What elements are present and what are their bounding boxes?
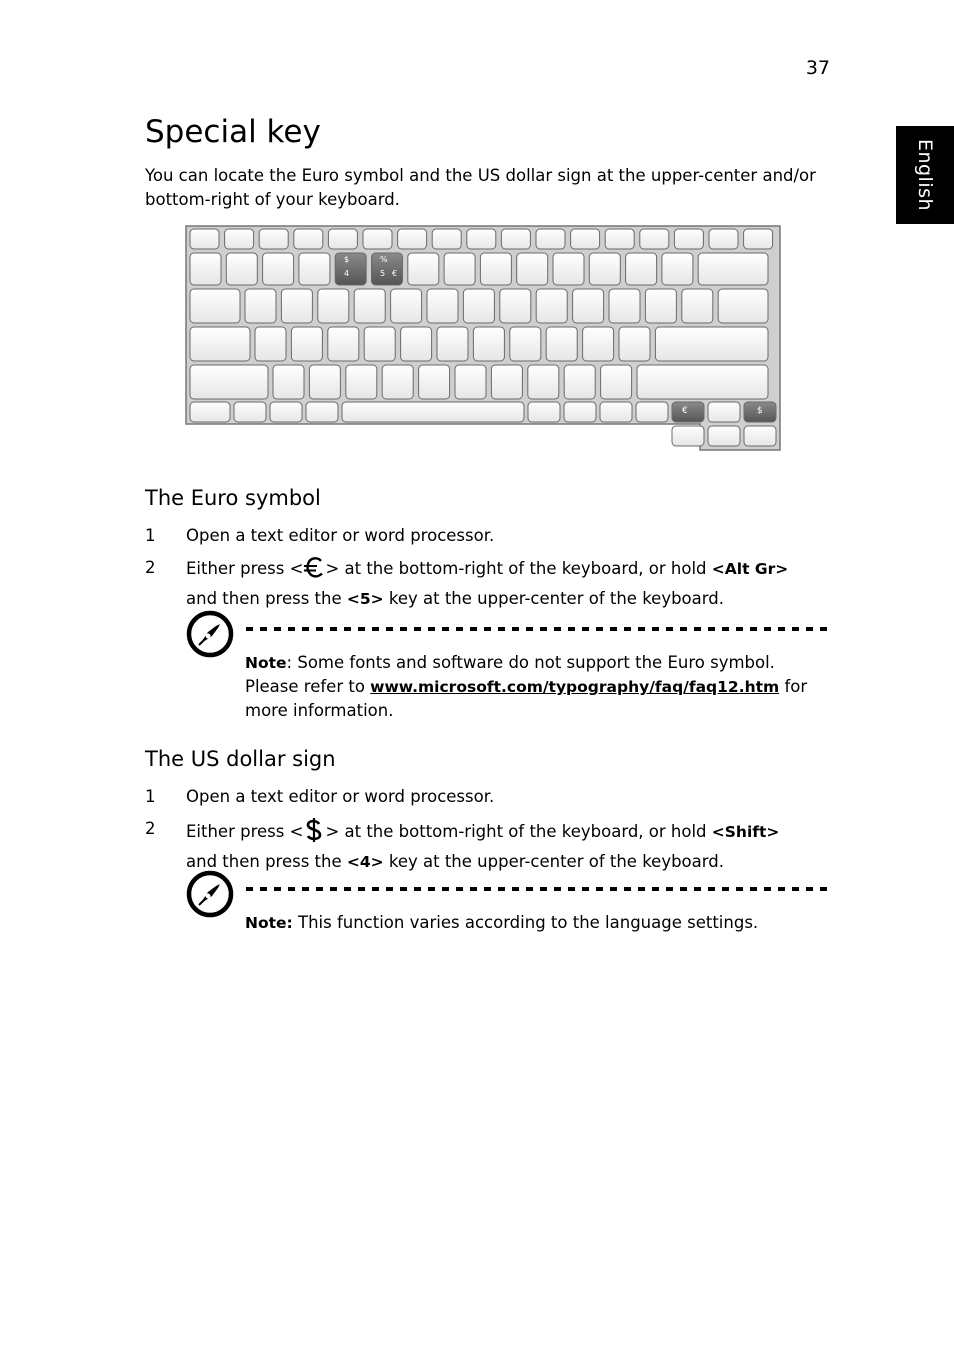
svg-text:€: € <box>392 269 398 278</box>
key <box>619 327 650 361</box>
dollar-key-legend: $ <box>757 406 763 416</box>
key <box>626 253 657 285</box>
keyboard-illustration <box>182 224 782 452</box>
left-shift-key <box>190 365 268 399</box>
dollar-heading: The US dollar sign <box>145 747 336 771</box>
note-pen-icon <box>186 870 234 918</box>
step-number: 1 <box>145 787 156 806</box>
function-key <box>709 229 738 249</box>
svg-text:4: 4 <box>344 269 350 278</box>
step-text: Open a text editor or word processor. <box>186 787 495 806</box>
euro-key-legend: € <box>682 406 688 416</box>
key <box>528 365 559 399</box>
function-key <box>259 229 288 249</box>
key <box>190 253 221 285</box>
function-key <box>640 229 669 249</box>
key <box>391 289 422 323</box>
key <box>328 327 359 361</box>
key <box>583 327 614 361</box>
tab-key <box>190 289 240 323</box>
svg-text:%: % <box>380 255 388 264</box>
key <box>382 365 413 399</box>
key <box>444 253 475 285</box>
function-key <box>467 229 496 249</box>
function-key <box>674 229 703 249</box>
key <box>500 289 531 323</box>
left-arrow-key <box>672 426 704 446</box>
key <box>553 253 584 285</box>
step-text: Either press < > at the bottom-right of the keyboard, or hold <Shift> and then press the <4> key at the upper-center of the keyboard. <box>186 817 826 874</box>
key <box>342 402 524 422</box>
key <box>255 327 286 361</box>
key <box>645 289 676 323</box>
right-shift-key <box>637 365 768 399</box>
key <box>427 289 458 323</box>
key <box>455 365 486 399</box>
key <box>589 253 620 285</box>
backspace-key <box>698 253 768 285</box>
key <box>281 289 312 323</box>
key <box>564 402 596 422</box>
key <box>190 402 230 422</box>
note-divider <box>246 627 830 631</box>
key <box>491 365 522 399</box>
note-pen-icon <box>186 610 234 658</box>
key <box>682 289 713 323</box>
function-key <box>190 229 219 249</box>
key <box>609 289 640 323</box>
key <box>364 327 395 361</box>
key <box>318 289 349 323</box>
euro-note: Note: Some fonts and software do not support the Euro symbol. Please refer to www.microsoft.com/typography/faq/faq12.htm for more information. <box>245 653 808 720</box>
key <box>636 402 668 422</box>
key <box>437 327 468 361</box>
step-number: 2 <box>145 819 156 838</box>
intro-paragraph: You can locate the Euro symbol and the US dollar sign at the upper-center and/or bottom-right of your keyboard. <box>145 166 816 209</box>
svg-text:5: 5 <box>380 269 386 278</box>
key <box>299 253 330 285</box>
key <box>601 365 632 399</box>
key <box>662 253 693 285</box>
euro-key <box>672 402 704 422</box>
key <box>546 327 577 361</box>
key <box>536 289 567 323</box>
function-key <box>432 229 461 249</box>
svg-text:$: $ <box>344 255 350 264</box>
key-4 <box>335 253 366 285</box>
euro-heading: The Euro symbol <box>145 486 321 510</box>
euro-icon <box>303 556 325 587</box>
key <box>234 402 266 422</box>
key <box>463 289 494 323</box>
function-key <box>605 229 634 249</box>
key <box>480 253 511 285</box>
key <box>263 253 294 285</box>
key <box>408 253 439 285</box>
keyboard-keys <box>190 229 776 446</box>
faq-link[interactable]: www.microsoft.com/typography/faq/faq12.htm <box>370 678 780 696</box>
step-text: Open a text editor or word processor. <box>186 526 495 545</box>
dollar-note: Note: This function varies according to the language settings. <box>245 913 759 932</box>
function-key <box>294 229 323 249</box>
right-arrow-key <box>744 426 776 446</box>
function-key <box>363 229 392 249</box>
language-tab-label: English <box>914 138 936 212</box>
function-key <box>398 229 427 249</box>
enter-key <box>655 327 768 361</box>
down-arrow-key <box>708 426 740 446</box>
language-tab <box>896 126 954 224</box>
key <box>510 327 541 361</box>
page-number: 37 <box>805 57 830 79</box>
key <box>517 253 548 285</box>
function-key <box>225 229 254 249</box>
key <box>528 402 560 422</box>
step-number: 1 <box>145 526 156 545</box>
page-title: Special key <box>145 114 321 150</box>
key <box>226 253 257 285</box>
key <box>564 365 595 399</box>
key <box>600 402 632 422</box>
key <box>245 289 276 323</box>
note-divider <box>246 887 830 891</box>
function-key <box>571 229 600 249</box>
note-label: Note: <box>245 914 293 932</box>
key <box>309 365 340 399</box>
step-text: Either press < > at the bottom-right of the keyboard, or hold <Alt Gr> and then press the <5> key at the upper-center of the keyboard. <box>186 556 826 611</box>
dollar-icon <box>303 817 325 850</box>
note-label: Note <box>245 654 287 672</box>
caps-lock-key <box>190 327 250 361</box>
function-key <box>536 229 565 249</box>
key <box>401 327 432 361</box>
step-number: 2 <box>145 558 156 577</box>
key <box>291 327 322 361</box>
up-arrow-key <box>708 402 740 422</box>
key <box>273 365 304 399</box>
key <box>354 289 385 323</box>
function-key <box>501 229 530 249</box>
key <box>346 365 377 399</box>
key <box>718 289 768 323</box>
function-key <box>328 229 357 249</box>
function-key <box>744 229 773 249</box>
key <box>306 402 338 422</box>
key <box>573 289 604 323</box>
key <box>473 327 504 361</box>
key <box>419 365 450 399</box>
key <box>270 402 302 422</box>
